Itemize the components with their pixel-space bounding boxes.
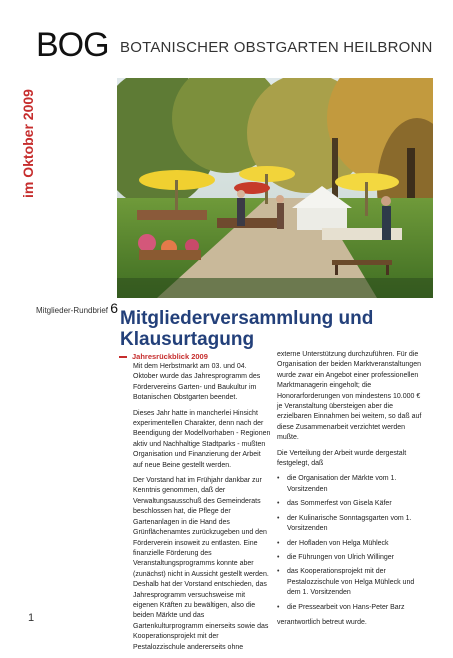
- responsibility-list: [277, 474, 427, 612]
- left-paragraph: Mit dem Herbstmarkt am 03. und 04. Oktober wurde das Jahresprogramm des Fördervereins Garten- und Baukultur im Botanischen Obstgarten beendet.: [133, 363, 261, 402]
- list-item: • das Kooperationsprojekt mit der Pestalozzischule von Helga Mühleck und dem 1. Vorsitzenden: [277, 567, 427, 598]
- vertical-date-text: im Oktober 2009: [20, 89, 36, 198]
- right-paragraph: Die Verteilung der Arbeit wurde dergestalt festgelegt, daß: [277, 449, 407, 468]
- left-paragraph: Dieses Jahr hatte in mancherlei Hinsicht experimentellen Charakter, denn nach der Beendigung der Modellvorhaben - Regionen aktiv und Nachhaltige Stadtparks - mußten Organisation und Finanzierung der Arbeit auf neue Beine gestellt werden.: [133, 409, 271, 469]
- list-item: • das Sommerfest von Gisela Käfer: [277, 499, 427, 509]
- section-dash: [119, 356, 127, 358]
- list-item: • die Pressearbeit von Hans-Peter Barz: [277, 603, 427, 613]
- rundbrief-label-text: Mitglieder-Rundbrief: [36, 306, 109, 315]
- rundbrief-number: 6: [110, 300, 119, 316]
- section-title: [119, 352, 208, 361]
- page-number: 1: [28, 612, 35, 624]
- garden-market-illustration: [117, 78, 433, 298]
- vertical-date: [2, 70, 38, 200]
- article-headline: Mitgliederversammlung und Klausurtagung: [120, 308, 374, 350]
- right-paragraph: externe Unterstützung durchzuführen. Für die Organisation der beiden Marktveranstaltungen wurde zwar ein Angebot einer professionellen Marktmanagerin eingeholt; die Honorarforderungen von mindestens 10.000 € je Veranstaltung übersteigen aber die erzielbaren Einnahmen bei weitem, so daß auf diese Zusammenarbeit verzichtet werden mußte.: [277, 351, 422, 442]
- masthead-logo: BOG: [36, 26, 109, 64]
- list-item: • der Kulinarische Sonntagsgarten vom 1. Vorsitzenden: [277, 514, 427, 535]
- list-item: • die Organisation der Märkte vom 1. Vorsitzenden: [277, 474, 427, 495]
- right-closing: verantwortlich betreut wurde.: [277, 618, 367, 626]
- list-item: • der Hofladen von Helga Mühleck: [277, 539, 427, 549]
- cover-photo: [117, 78, 433, 298]
- rundbrief-label: [36, 300, 118, 316]
- masthead-subtitle: BOTANISCHER OBSTGARTEN HEILBRONN: [120, 39, 433, 56]
- left-column: [133, 362, 271, 658]
- section-title-text: Jahresrückblick 2009: [132, 352, 208, 361]
- left-paragraph: Der Vorstand hat im Frühjahr dankbar zur Kenntnis genommen, daß der Verwaltungsausschuß des Gemeinderats beschlossen hat, die Pflege der Gartenanlagen in die Hand des Grünflächenamtes zurückzugeben und den Förderverein insoweit zu entlasten. Eine finanzielle Förderung des Veranstaltungsprogramms konnte aber (zunächst) nicht in Aussicht gestellt werden. Deshalb hat der Vorstand entschieden, das Jahresprogramm versuchsweise mit eigenen Kräften zu bewältigen, also die beiden Märkte und das Gartenkulturprogramm einerseits sowie das Kooperationsprojekt mit der Pestalozzischule andererseits ohne: [133, 477, 269, 651]
- right-column: [277, 350, 427, 633]
- list-item: • die Führungen von Ulrich Willinger: [277, 553, 427, 563]
